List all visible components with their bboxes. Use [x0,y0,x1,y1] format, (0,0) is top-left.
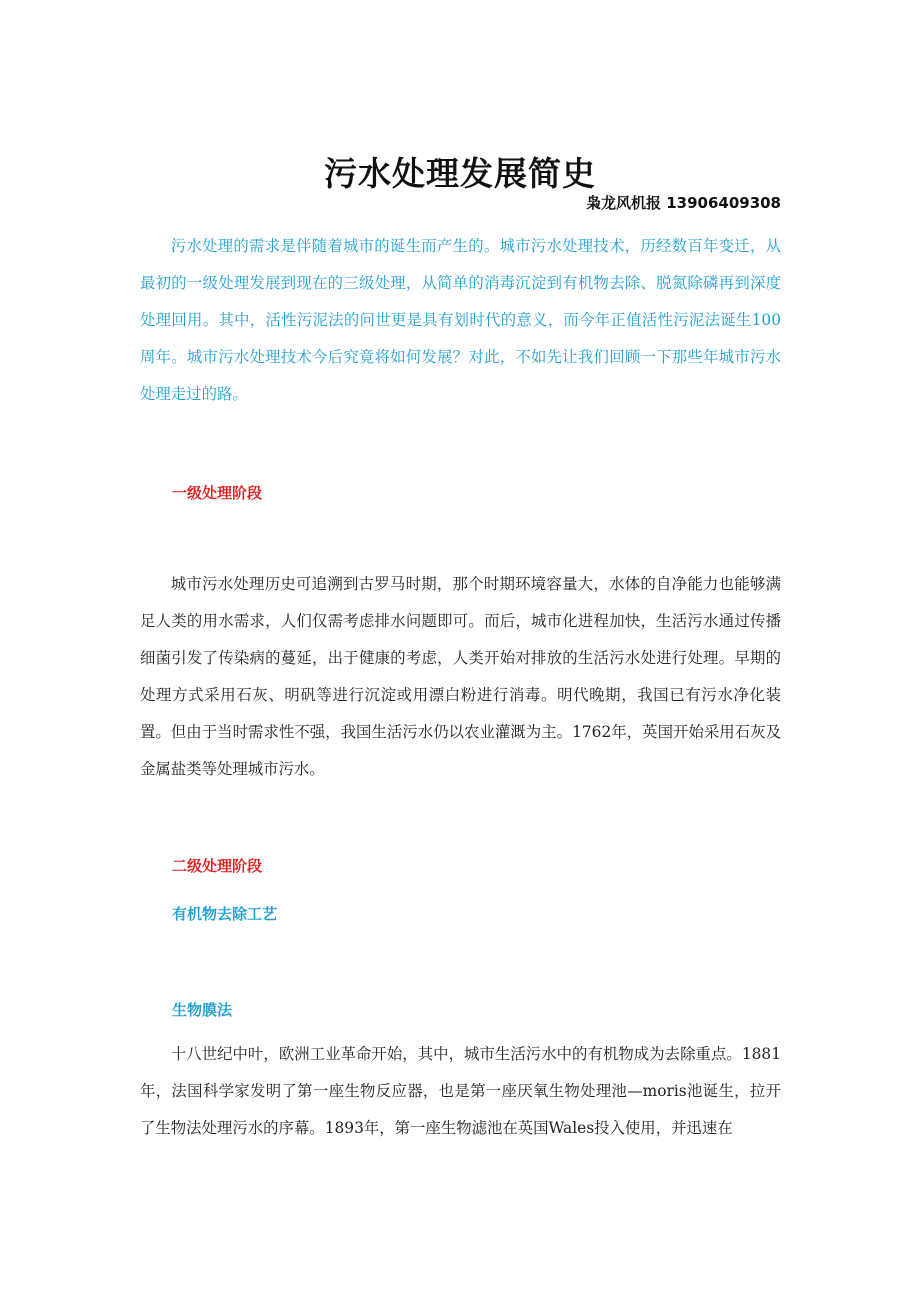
intro-paragraph: 污水处理的需求是伴随着城市的诞生而产生的。城市污水处理技术，历经数百年变迁，从最初的一级处理发展到现在的三级处理，从简单的消毒沉淀到有机物去除、脱氮除磷再到深度处理回用。其中，活性污泥法的问世更是具有划时代的意义，而今年正值活性污泥法诞生100周年。城市污水处理技术今后究竟将如何发展？对此，不如先让我们回顾一下那些年城市污水处理走过的路。 [140,237,781,403]
subheading-organic-removal: 有机物去除工艺 [172,905,278,923]
section-paragraph-primary-treatment: 城市污水处理历史可追溯到古罗马时期，那个时期环境容量大，水体的自净能力也能够满足人类的用水需求，人们仅需考虑排水问题即可。而后，城市化进程加快，生活污水通过传播细菌引发了传染病的蔓延，出于健康的考虑，人类开始对排放的生活污水处进行处理。早期的处理方式采用石灰、明矾等进行沉淀或用漂白粉进行消毒。明代晚期，我国已有污水净化装置。但由于当时需求性不强，我国生活污水仍以农业灌溉为主。1762年，英国开始采用石灰及金属盐类等处理城市污水。 [140,575,781,778]
section-heading-secondary-treatment: 二级处理阶段 [172,857,263,875]
section-paragraph-secondary-treatment: 十八世纪中叶，欧洲工业革命开始，其中，城市生活污水中的有机物成为去除重点。1881年，法国科学家发明了第一座生物反应器，也是第一座厌氧生物处理池—moris池诞生，拉开了生物法处理污水的序幕。1893年，第一座生物滤池在英国Wales投入使用，并迅速在 [140,1045,781,1137]
page-title: 污水处理发展简史 [324,154,596,194]
byline: 枭龙风机报 13906409308 [585,194,781,212]
subheading-biofilm-method: 生物膜法 [172,1001,233,1019]
section-heading-primary-treatment: 一级处理阶段 [172,484,263,502]
